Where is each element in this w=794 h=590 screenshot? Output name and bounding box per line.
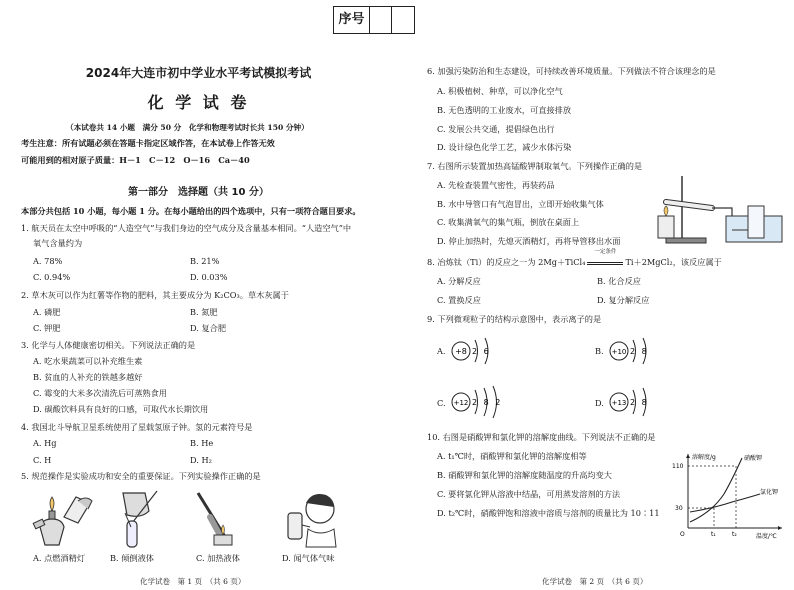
q7-option-c: C. 收集满氧气的集气瓶，倒放在桌面上	[437, 217, 580, 227]
q8-option-c: C. 置换反应	[437, 295, 481, 305]
exam-title: 2024年大连市初中学业水平考试模拟考试	[85, 66, 312, 80]
q5-option-d: D. 闻气体气味	[282, 553, 335, 563]
kcl-curve	[690, 494, 760, 512]
q4-option-b: B. He	[190, 438, 214, 448]
smell-gas-illustration	[278, 487, 348, 549]
graph-kcl-label: 氯化钾	[760, 489, 779, 496]
q2-option-b: B. 氮肥	[190, 307, 218, 317]
graph-y-110: 110	[672, 463, 684, 470]
graph-origin: O	[680, 531, 685, 538]
q7-option-d: D. 停止加热时，先熄灭酒精灯，再将导管移出水面	[437, 236, 621, 246]
graph-t2: t₂	[732, 531, 737, 538]
q5-stem: 5. 规范操作是实验成功和安全的重要保证。下列实验操作正确的是	[21, 471, 261, 481]
q9-b-nucleus: +10	[611, 348, 627, 356]
q4-option-c: C. H	[33, 455, 52, 465]
q2-option-d: D. 复合肥	[190, 323, 227, 333]
graph-y-label: 溶解度/g	[692, 454, 716, 461]
q9-b-shells: 2 8	[630, 347, 649, 356]
q1-stem: 1. 航天员在太空中呼吸的“人造空气”与我们身边的空气成分及含量基本相同。“人造空气”中	[21, 223, 352, 233]
q10-option-b: B. 硝酸钾和氯化钾的溶解度随温度的升高均变大	[437, 470, 612, 480]
q7-option-b: B. 水中导管口有气泡冒出，立即开始收集气体	[437, 199, 604, 209]
heat-liquid-illustration	[180, 487, 250, 549]
pour-liquid-illustration	[105, 487, 165, 549]
q9-atom-a-diagram	[449, 334, 519, 368]
q9-option-a-label: A.	[437, 346, 446, 356]
q6-option-c: C. 发展公共交通，提倡绿色出行	[437, 124, 555, 134]
sequence-label: 序号	[334, 7, 370, 33]
q9-c-nucleus: +12	[453, 399, 469, 407]
notice: 考生注意：所有试题必须在答题卡指定区域作答，在本试卷上作答无效	[21, 138, 275, 148]
q1-option-b: B. 21%	[190, 256, 220, 266]
q8-option-d: D. 复分解反应	[597, 295, 650, 305]
q6-option-d: D. 设计绿色化学工艺，减少水体污染	[437, 142, 572, 152]
q1-option-d: D. 0.03%	[190, 272, 228, 282]
q3-option-b: B. 贫血的人补充的铁越多越好	[33, 372, 143, 382]
q4-option-a: A. Hg	[33, 438, 57, 448]
q1-option-c: C. 0.94%	[33, 272, 71, 282]
q6-option-b: B. 无色透明的工业废水，可直接排放	[437, 105, 572, 115]
q8-option-b: B. 化合反应	[597, 276, 641, 286]
page-1-footer: 化学试卷 第 1 页 （共 6 页）	[140, 577, 246, 586]
q8-stem-post: Ti＋2MgCl₂，该反应属于	[625, 257, 722, 267]
q9-option-d-label: D.	[595, 398, 604, 408]
q8-condition: 一定条件	[594, 249, 617, 255]
q4-stem: 4. 我国北斗导航卫星系统使用了星载氢原子钟。氢的元素符号是	[21, 422, 253, 432]
q9-a-nucleus: +8	[455, 347, 467, 356]
q9-a-shells: 2 6	[472, 347, 491, 356]
q9-atom-d-diagram	[607, 384, 677, 420]
q7-option-a: A. 先检查装置气密性，再装药品	[437, 180, 555, 190]
q9-d-shells: 2 8	[630, 398, 649, 407]
part1-title: 第一部分 选择题（共 10 分）	[128, 187, 269, 198]
q9-stem: 9. 下列微观粒子的结构示意图中，表示离子的是	[427, 314, 602, 324]
graph-y-30: 30	[675, 505, 683, 512]
alcohol-lamp-illustration	[30, 487, 100, 549]
q3-option-d: D. 碳酸饮料具有良好的口感，可取代水长期饮用	[33, 404, 209, 414]
q10-option-a: A. t₁℃时，硝酸钾和氯化钾的溶解度相等	[437, 451, 587, 461]
q8-reaction-arrow	[585, 249, 625, 267]
q2-stem: 2. 草木灰可以作为红薯等作物的肥料，其主要成分为 K₂CO₃。草木灰属于	[21, 290, 289, 300]
solubility-curve-graph	[672, 450, 790, 540]
subject-title: 化 学 试 卷	[147, 93, 250, 112]
q3-option-a: A. 吃水果蔬菜可以补充维生素	[33, 356, 143, 366]
q4-option-d: D. H₂	[190, 455, 212, 465]
q1-stem-cont: 氧气含量约为	[33, 238, 83, 248]
q5-option-c: C. 加热液体	[196, 553, 240, 563]
q10-stem: 10. 右图是硝酸钾和氯化钾的溶解度曲线。下列说法不正确的是	[427, 432, 656, 442]
q7-stem: 7. 右图所示装置加热高锰酸钾制取氧气。下列操作正确的是	[427, 161, 643, 171]
q8-option-a: A. 分解反应	[437, 276, 481, 286]
page-2-footer: 化学试卷 第 2 页 （共 6 页）	[542, 577, 648, 586]
q9-option-b-label: B.	[595, 346, 604, 356]
q1-option-a: A. 78%	[33, 256, 63, 266]
oxygen-apparatus-illustration	[652, 170, 787, 245]
graph-t1: t₁	[711, 531, 716, 538]
q2-option-c: C. 钾肥	[33, 323, 61, 333]
exam-info: （本试卷共 14 小题 满分 50 分 化学和物理考试时长共 150 分钟）	[66, 123, 309, 132]
q9-atom-b-diagram	[607, 334, 677, 368]
graph-kno3-label: 硝酸钾	[744, 455, 763, 462]
q3-option-c: C. 霉变的大米多次清洗后可蒸熟食用	[33, 388, 167, 398]
q8-stem-pre: 8. 冶炼钛（Ti）的反应之一为 2Mg＋TiCl₄	[427, 257, 586, 267]
q6-option-a: A. 积极植树、种草，可以净化空气	[437, 86, 563, 96]
q2-option-a: A. 磷肥	[33, 307, 61, 317]
q5-option-a: A. 点燃酒精灯	[33, 553, 86, 563]
q5-option-b: B. 倾倒液体	[110, 553, 154, 563]
q10-option-c: C. 要将氯化钾从溶液中结晶，可用蒸发溶剂的方法	[437, 489, 621, 499]
q9-atom-c-diagram	[449, 384, 529, 420]
q6-stem: 6. 加强污染防治和生态建设，可持续改善环境质量。下列做法不符合该理念的是	[427, 66, 716, 76]
graph-x-label: 温度/℃	[756, 533, 777, 540]
page-2	[397, 0, 794, 590]
q3-stem: 3. 化学与人体健康密切相关。下列说法正确的是	[21, 340, 196, 350]
q9-c-shells: 2 8 2	[472, 398, 503, 407]
q9-d-nucleus: +13	[611, 399, 627, 407]
part1-intro: 本部分共包括 10 小题，每小题 1 分。在每小题给出的四个选项中，只有一项符合题目要求。	[21, 206, 361, 216]
atomic-masses: 可能用到的相对原子质量：H－1 C－12 O－16 Ca－40	[21, 155, 250, 165]
q9-option-c-label: C.	[437, 398, 446, 408]
kno3-curve	[690, 458, 742, 522]
q10-option-d: D. t₂℃时，硝酸钾饱和溶液中溶质与溶剂的质量比为 10∶11	[437, 508, 660, 518]
q8-stem	[427, 249, 722, 267]
